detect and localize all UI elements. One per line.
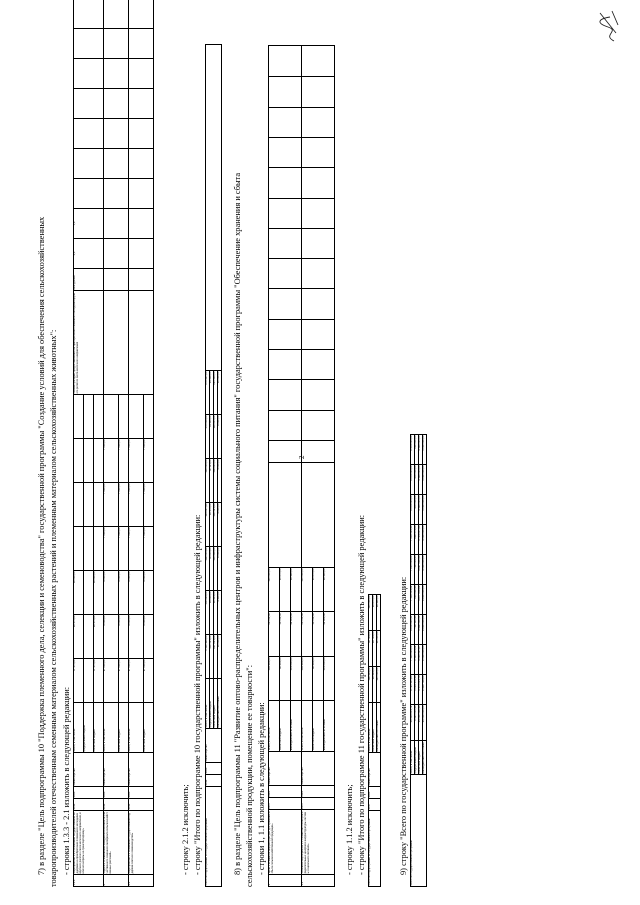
- amount-cell: 39 375,00: [74, 615, 84, 659]
- row-code-cell: 2: [104, 875, 129, 887]
- amount-cell: 52 121,00: [209, 459, 213, 503]
- row-start-year-cell: 2014: [129, 799, 154, 811]
- amount-cell: 131 000,00: [269, 568, 280, 612]
- amount-cell: 3 510 597,87: [418, 645, 422, 675]
- row-executor-cell: Министерство: [269, 751, 302, 785]
- amount-cell: 225 989,00: [213, 371, 217, 415]
- item-8a: - строки 1, 1.1 изложить в следующей редакции:: [257, 702, 266, 875]
- funding-source-cell: внебюджетные источники: [421, 742, 425, 774]
- table-row: [269, 46, 280, 887]
- empty-cell: [269, 168, 302, 198]
- empty-cell: [269, 463, 302, 568]
- empty-cell: [129, 0, 154, 29]
- amount-cell: 847 821,00: [213, 635, 217, 679]
- amount-cell: 3 000,00: [129, 615, 144, 659]
- amount-cell: 189 434,00: [269, 656, 280, 700]
- row-executor-cell: Министерство: [129, 753, 154, 787]
- amount-cell: 99 330,00: [324, 568, 335, 612]
- funding-source-cell: областной бюджет: [372, 703, 376, 753]
- row-end-year-cell: 2020: [104, 787, 129, 799]
- amount-cell: 3 175 031,70: [418, 675, 422, 705]
- amount-cell: 7 000,00: [144, 483, 154, 527]
- empty-cell: [302, 440, 335, 462]
- funding-source-cell: областной бюджет: [313, 701, 324, 751]
- item-7b: - строку 2.1.2 исключить;: [181, 784, 190, 875]
- empty-cell: [302, 259, 335, 289]
- empty-cell: [74, 89, 104, 119]
- empty-cell: [269, 259, 302, 289]
- empty-cell: [84, 483, 94, 527]
- empty-cell: [104, 209, 129, 239]
- funding-source-cell: внебюджетные источники: [376, 703, 380, 753]
- funding-source-cell: областной бюджет: [94, 703, 104, 753]
- funding-source-cell: внебюджетные источники: [291, 701, 302, 751]
- empty-cell: [129, 179, 154, 209]
- amount-cell: 31 670,00: [280, 568, 291, 612]
- empty-cell: [104, 59, 129, 89]
- funding-source-cell: областной бюджет: [280, 701, 291, 751]
- amount-cell: 100 521,20: [213, 503, 217, 547]
- empty-cell: [129, 239, 154, 269]
- amount-cell: 39 375,00: [94, 615, 104, 659]
- amount-cell: 42 000,00: [291, 612, 302, 656]
- row-start-year-cell: 2017: [369, 799, 381, 811]
- amount-cell: 7 000,00: [129, 483, 144, 527]
- amount-cell: 143 897,20: [206, 503, 210, 547]
- page-number: 2: [298, 455, 306, 459]
- amount-cell: 4 199 035,00: [418, 495, 422, 525]
- amount-cell: 81 913,00: [213, 591, 217, 635]
- empty-cell: [269, 198, 302, 228]
- amount-cell: 3 000,00: [104, 571, 119, 615]
- amount-cell: 7 000,00: [129, 439, 144, 483]
- amount-cell: 5 000 000,00: [422, 495, 426, 525]
- empty-cell: [269, 410, 302, 440]
- amount-cell: 48 434,00: [280, 656, 291, 700]
- empty-cell: [269, 138, 302, 168]
- empty-cell: [302, 46, 335, 77]
- amount-cell: [84, 571, 94, 615]
- empty-cell: [104, 119, 129, 149]
- empty-cell: [129, 29, 154, 59]
- funding-source-cell: Всего, в том числе:: [104, 703, 119, 753]
- empty-cell: [74, 179, 104, 209]
- amount-cell: 141 000,00: [324, 656, 335, 700]
- row-end-year-cell: 2020: [369, 787, 381, 799]
- table-row: [104, 0, 119, 887]
- row-start-year-cell: 2014: [104, 799, 129, 811]
- empty-cell: [104, 395, 119, 439]
- amount-cell: 131 000,00: [369, 595, 373, 631]
- paragraph-7-line-1: 7) в разделе "Цель подпрограммы 10 "Поддержка племенного дела, селекции и семеноводства" государственной программы "Создание условий для обеспечения сельскохозяйственных: [37, 216, 46, 875]
- amount-cell: 54 385,00: [209, 415, 213, 459]
- row-code-cell: 1: [269, 874, 302, 886]
- empty-cell: [206, 45, 222, 371]
- amount-cell: 18 000,00: [94, 571, 104, 615]
- amount-cell: 312 521,00: [209, 635, 213, 679]
- indicator-value-cell: 1,8: [74, 209, 104, 239]
- handwritten-signature-mark: [594, 9, 622, 43]
- empty-cell: [129, 59, 154, 89]
- amount-cell: 2 800 000,00: [422, 585, 426, 615]
- amount-cell: 768 063,45: [414, 555, 418, 585]
- funding-source-cell: областной бюджет: [119, 703, 129, 753]
- funding-source-cell: федеральный бюджет: [209, 679, 213, 729]
- amount-cell: 16 764,00: [313, 612, 324, 656]
- indicator-name-cell: Объем субсидий, предоставленных на приобретение племенного молодняка крупного рогатого скота молочного направления: [74, 291, 104, 395]
- amount-cell: 42 000,00: [324, 612, 335, 656]
- empty-cell: [302, 410, 335, 440]
- amount-cell: 6 721 107,80: [411, 675, 415, 705]
- amount-cell: 141 000,00: [376, 667, 380, 703]
- amount-cell: 189 434,00: [302, 656, 313, 700]
- funding-source-cell: областной бюджет: [144, 703, 154, 753]
- empty-cell: [129, 149, 154, 179]
- amount-cell: 57 375,00: [74, 659, 84, 703]
- amount-cell: 16 764,00: [280, 612, 291, 656]
- row-start-year-cell: 2014: [74, 799, 104, 811]
- amount-cell: 3 677 650,82: [418, 585, 422, 615]
- indicator-unit-cell: [129, 269, 154, 291]
- amount-cell: 99 330,00: [376, 595, 380, 631]
- amount-cell: 7 903 581,49: [411, 525, 415, 555]
- amount-cell: 3 500 000,00: [422, 525, 426, 555]
- empty-cell: [84, 395, 94, 439]
- funding-source-cell: областной бюджет: [418, 741, 422, 775]
- table-rows-1-and-1-1: [268, 45, 335, 887]
- amount-cell: [84, 659, 94, 703]
- empty-cell: [94, 483, 104, 527]
- empty-cell: [302, 77, 335, 107]
- amount-cell: 455 000,00: [414, 495, 418, 525]
- empty-cell: [129, 89, 154, 119]
- amount-cell: 7 000,00: [119, 439, 129, 483]
- amount-cell: 6 000,00: [217, 415, 221, 459]
- empty-cell: [302, 107, 335, 137]
- funding-source-cell: Всего, в том числе:: [269, 701, 280, 751]
- item-7a: - строки 1.3.3 - 2.1 изложить в следующей редакции:: [62, 686, 71, 875]
- amount-cell: 9 654 035,00: [411, 465, 415, 495]
- paragraph-9: 9) строку "Всего по государственной программе" изложить в следующей редакции:: [399, 576, 408, 875]
- amount-cell: 4 000,00: [217, 503, 221, 547]
- amount-cell: 7 000,00: [119, 527, 129, 571]
- amount-cell: 1 190 342,00: [206, 635, 210, 679]
- amount-cell: 10 000,00: [217, 371, 221, 415]
- amount-cell: 7 163 513,22: [411, 585, 415, 615]
- amount-cell: 101 200,00: [213, 547, 217, 591]
- item-8b: - строку 1.1.2 исключить;: [345, 784, 354, 875]
- empty-cell: [302, 198, 335, 228]
- table-total-subprogram-11: [368, 594, 381, 887]
- amount-cell: 3 000,00: [129, 571, 144, 615]
- amount-cell: 3 000,00: [104, 615, 119, 659]
- amount-cell: 27 000,00: [119, 659, 129, 703]
- amount-cell: 6 321 005,33: [414, 705, 418, 741]
- amount-cell: 31 670,00: [313, 568, 324, 612]
- empty-cell: [302, 349, 335, 379]
- amount-cell: 27 000,00: [129, 659, 144, 703]
- amount-cell: 1 084 376,10: [414, 675, 418, 705]
- item-7c: - строку "Итого по подпрограмме 10 государственной программы" изложить в следующей редакции:: [193, 514, 202, 875]
- amount-cell: 279 987,00: [206, 371, 210, 415]
- amount-cell: 108 895,00: [213, 459, 217, 503]
- amount-cell: 689 574,26: [414, 525, 418, 555]
- empty-cell: [94, 439, 104, 483]
- amount-cell: 58 764,00: [269, 612, 280, 656]
- amount-cell: 4 199 035,00: [418, 465, 422, 495]
- amount-cell: 7 000,00: [104, 527, 119, 571]
- row-executor-cell: Министерство: [104, 753, 129, 787]
- indicator-unit-cell: [104, 269, 129, 291]
- empty-cell: [104, 89, 129, 119]
- amount-cell: 165 016,00: [206, 459, 210, 503]
- amount-cell: 7 000,00: [129, 527, 144, 571]
- item-8c: - строку "Итого по подпрограмме 11 государственной программы" изложить в следующей редакции:: [357, 514, 366, 875]
- amount-cell: 131 000,00: [302, 568, 313, 612]
- empty-cell: [269, 107, 302, 137]
- funding-source-cell: внебюджетные источники: [217, 679, 221, 729]
- indicator-name-cell: [129, 291, 154, 395]
- empty-cell: [302, 228, 335, 258]
- empty-cell: [302, 168, 335, 198]
- amount-cell: 9 454 035,00: [411, 435, 415, 465]
- amount-cell: 63 836,00: [209, 591, 213, 635]
- amount-cell: 141 000,00: [291, 656, 302, 700]
- amount-cell: 179 000,00: [206, 415, 210, 459]
- row-executor-cell: Министерство: [369, 753, 381, 787]
- empty-cell: [74, 395, 84, 439]
- empty-cell: [74, 439, 84, 483]
- row-start-year-cell: 2017: [269, 798, 302, 810]
- total-label-cell: Всего по государственной программе: [411, 775, 427, 887]
- paragraph-8-line-1: 8) в разделе "Цель подпрограммы 11 "Развитие оптово-распределительных центров и инфраструктуры системы социального питания" государственной программы "Обеспечение хранения и сбыта: [233, 172, 242, 875]
- amount-cell: 27 000,00: [104, 659, 119, 703]
- empty-cell: [269, 380, 302, 410]
- row-start-year-cell: 2014: [206, 775, 222, 787]
- empty-cell: [129, 395, 144, 439]
- empty-cell: [84, 527, 94, 571]
- empty-cell: [302, 380, 335, 410]
- amount-cell: 16 764,00: [372, 631, 376, 667]
- amount-cell: 3 714 007,23: [418, 525, 422, 555]
- funding-source-cell: Всего, в том числе:: [369, 703, 373, 753]
- row-end-year-cell: 2020: [74, 787, 104, 799]
- paragraph-7-line-2: товаропроизводителей отечественным семенным материалом сельскохозяйственных растений и племенным материалом сельскохозяйственных животных":: [49, 329, 58, 887]
- empty-cell: [269, 349, 302, 379]
- table-total-subprogram-10: [205, 44, 222, 887]
- funding-source-cell: Всего, в том числе:: [302, 701, 313, 751]
- row-executor-cell: Министерство: [74, 753, 104, 787]
- indicator-name-cell: [104, 291, 129, 395]
- funding-source-cell: федеральный бюджет: [84, 703, 94, 753]
- row-code-cell: 1.1: [302, 874, 335, 886]
- row-end-year-cell: 2020: [302, 786, 335, 798]
- empty-cell: [119, 395, 129, 439]
- empty-cell: [144, 395, 154, 439]
- empty-cell: [104, 239, 129, 269]
- empty-cell: [302, 463, 335, 568]
- amount-cell: 6 850 640,91: [411, 615, 415, 645]
- row-end-year-cell: 2020: [129, 787, 154, 799]
- amount-cell: 58 764,00: [302, 612, 313, 656]
- empty-cell: [269, 440, 302, 462]
- funding-source-cell: федеральный бюджет: [414, 741, 418, 775]
- funding-source-cell: Всего, в том числе:: [206, 679, 210, 729]
- amount-cell: 7 146 049,09: [411, 645, 415, 675]
- paragraph-8-line-2: сельскохозяйственной продукции, помещение ее товарности":: [245, 664, 254, 887]
- amount-cell: 1 135 451,22: [414, 645, 418, 675]
- total-label-cell: Итого по подпрограмме 11 государственной программы: [369, 811, 381, 887]
- amount-cell: 27 000,00: [144, 659, 154, 703]
- table-row: [129, 0, 144, 887]
- row-executor-cell: Министерство: [206, 729, 222, 763]
- amount-cell: 9 654 035,00: [411, 495, 415, 525]
- amount-cell: 3 000,00: [119, 615, 129, 659]
- amount-cell: 788 140,40: [414, 615, 418, 645]
- amount-cell: 30 000,00: [217, 635, 221, 679]
- empty-cell: [74, 149, 104, 179]
- empty-cell: [94, 395, 104, 439]
- amount-cell: 7 000,00: [119, 483, 129, 527]
- row-name-cell: Основное мероприятие 1.1 «Развитие оптово-распределительных центров и инфраструктуры системы социального питания»: [302, 810, 335, 875]
- funding-source-cell: Всего, в том числе:: [74, 703, 84, 753]
- funding-source-cell: областной бюджет: [213, 679, 217, 729]
- amount-cell: 455 000,00: [414, 465, 418, 495]
- amount-cell: 7 000,00: [144, 527, 154, 571]
- amount-cell: 33 512 596,39: [418, 705, 422, 741]
- amount-cell: 2 500 000,00: [422, 645, 426, 675]
- row-end-year-cell: 2020: [206, 763, 222, 775]
- empty-cell: [84, 439, 94, 483]
- amount-cell: 150 049,00: [206, 591, 210, 635]
- amount-cell: 8 000,00: [217, 547, 221, 591]
- amount-cell: 5 000 000,00: [422, 465, 426, 495]
- amount-cell: 69 333 601,72: [411, 705, 415, 741]
- row-code-cell: 1.3.3: [74, 875, 104, 887]
- amount-cell: 42 000,00: [376, 631, 380, 667]
- amount-cell: 7 000,00: [144, 439, 154, 483]
- empty-cell: [269, 289, 302, 319]
- amount-cell: 118 615,00: [213, 415, 217, 459]
- amount-cell: 2 461 700,00: [422, 675, 426, 705]
- empty-cell: [302, 289, 335, 319]
- empty-cell: [269, 77, 302, 107]
- amount-cell: 685 862,40: [414, 585, 418, 615]
- row-end-year-cell: 2020: [269, 786, 302, 798]
- empty-cell: [269, 228, 302, 258]
- empty-cell: [74, 527, 84, 571]
- row-name-cell: Мероприятие 2.1 «Оказание государственной поддержки элитного семеноводства»: [129, 811, 154, 875]
- amount-cell: 3 000,00: [144, 615, 154, 659]
- empty-cell: [74, 0, 104, 29]
- amount-cell: 48 434,00: [372, 667, 376, 703]
- row-code-cell: 2.1: [129, 875, 154, 887]
- empty-cell: [74, 59, 104, 89]
- amount-cell: 7 000,00: [104, 483, 119, 527]
- table-row: [302, 46, 313, 887]
- empty-cell: [104, 179, 129, 209]
- amount-cell: 4 199 035,00: [418, 435, 422, 465]
- table-row: [74, 0, 84, 887]
- empty-cell: [104, 29, 129, 59]
- amount-cell: 18 000,00: [74, 571, 84, 615]
- empty-cell: [269, 319, 302, 349]
- amount-cell: 168 005,80: [206, 547, 210, 591]
- amount-cell: 189 434,00: [369, 667, 373, 703]
- amount-cell: 7 000,00: [104, 439, 119, 483]
- empty-cell: [74, 119, 104, 149]
- amount-cell: [84, 615, 94, 659]
- amount-cell: 3 462 500,51: [418, 615, 422, 645]
- amount-cell: 48 434,00: [313, 656, 324, 700]
- empty-cell: [129, 119, 154, 149]
- row-start-year-cell: 2017: [302, 798, 335, 810]
- row-name-cell: Мероприятие 1.3.3 «Оказание государственной поддержки на приобретение племенного молодняка крупного рогатого скота молочного направления, включая затраты на транспортировку»: [74, 811, 104, 875]
- amount-cell: 58 805,80: [209, 547, 213, 591]
- amount-cell: 4 300,00: [217, 591, 221, 635]
- amount-cell: 99 330,00: [291, 568, 302, 612]
- amount-cell: 3 627 000,24: [418, 555, 422, 585]
- amount-cell: 29 500 000,00: [422, 705, 426, 741]
- amount-cell: 57 375,00: [94, 659, 104, 703]
- funding-source-cell: Всего, в том числе:: [129, 703, 144, 753]
- table-rows-1-3-3-to-2-1: [73, 0, 154, 887]
- indicator-value-cell: 3,9: [74, 239, 104, 269]
- amount-cell: 43 998,00: [209, 371, 213, 415]
- amount-cell: 3 000,00: [144, 571, 154, 615]
- empty-cell: [104, 0, 129, 29]
- amount-cell: 3 000,00: [119, 571, 129, 615]
- amount-cell: 260 600,00: [414, 435, 418, 465]
- amount-cell: 2 600 000,00: [422, 615, 426, 645]
- amount-cell: 3 500 000,00: [422, 555, 426, 585]
- row-name-cell: Цель 1 «Развитие инфраструктуры для хранения и сбыта сельскохозяйственной продукции»: [269, 810, 302, 875]
- row-executor-cell: Министерство: [302, 751, 335, 785]
- amount-cell: 4 000,00: [217, 459, 221, 503]
- amount-cell: 5 000 000,00: [422, 435, 426, 465]
- funding-source-cell: внебюджетные источники: [324, 701, 335, 751]
- row-name-cell: Задача 2 «Повышение конкурентоспособности отечественного семенного материала сельскохозяйственных растений»: [104, 811, 129, 875]
- amount-cell: 7 895 063,69: [411, 555, 415, 585]
- empty-cell: [302, 319, 335, 349]
- total-label-cell: Итого по подпрограмме 10 государственной программы: [206, 787, 222, 887]
- empty-cell: [74, 29, 104, 59]
- empty-cell: [129, 209, 154, 239]
- empty-cell: [74, 483, 84, 527]
- funding-source-cell: Всего, в том числе:: [411, 741, 415, 775]
- amount-cell: 31 670,00: [372, 595, 376, 631]
- empty-cell: [94, 527, 104, 571]
- amount-cell: 39 376,00: [209, 503, 213, 547]
- empty-cell: [104, 149, 129, 179]
- empty-cell: [302, 138, 335, 168]
- table-total-state-program: [410, 434, 427, 887]
- empty-cell: [269, 46, 302, 77]
- indicator-unit-cell: млн рублей: [74, 269, 104, 291]
- amount-cell: 58 764,00: [369, 631, 373, 667]
